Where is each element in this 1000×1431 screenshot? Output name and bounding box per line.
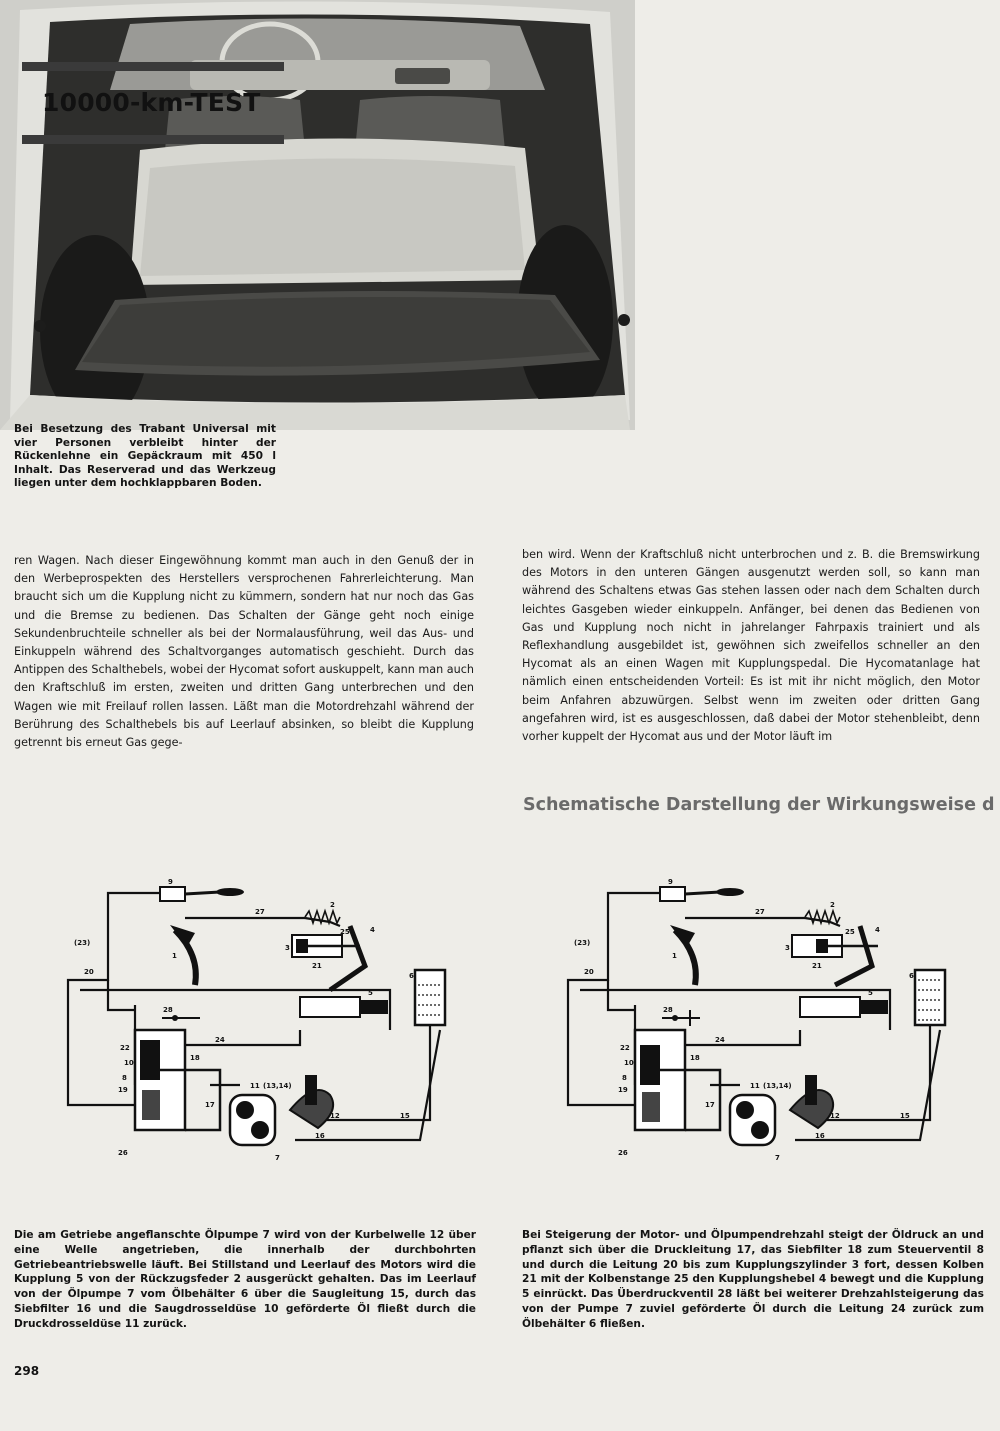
schema-caption-right: Bei Steigerung der Motor- und Ölpumpendrehzahl steigt der Öldruck an und pflanzt sich über die Druckleitung 17, das Siebfilter 18 zum Steuerventil 8 und durch die Leitung 20 bis zum Kupplungszylinder 3 fort, dessen Kolben 21 mit der Kolbenstange 25 den Kupplungshebel 4 bewegt und die Kupplung 5 einrückt. Das Überdruckventil 28 läßt bei weiterer Drehzahlsteigerung das von der Pumpe 7 zuviel geförderte Öl durch die Leitung 24 zurück zum Ölbehälter 6 fließen. [522,1229,984,1330]
article-column-left: ren Wagen. Nach dieser Eingewöhnung kommt man auch in den Genuß der in den Werbeprospekten des Herstellers versprochenen Fahrerleichterung. Man braucht sich um die Kupplung nicht zu kümmern, sondern hat nur noch das Gas und die Bremse zu bedienen. Das Schalten der Gänge geht noch einige Sekundenbruchteile schneller als bei der Normalausführung, weil das Aus- und Einkuppeln während des Schaltvorganges automatisch geschieht. Durch das Antippen des Schalthebels, wobei der Hycomat sofort auskuppelt, kann man auch den Kraftschluß im ersten, zweiten und dritten Gang unterbrechen und den Wagen wie mit Freilauf rollen lassen. Läßt man die Motordrehzahl während der Berührung des Schalthebels bis auf Leerlauf absinken, so bleibt die Kupplung getrennt bis erneut Gas gege- [14,554,474,750]
svg-text:4: 4 [875,926,880,934]
svg-text:22: 22 [620,1044,630,1052]
svg-text:3: 3 [785,944,790,952]
hycomat-schematic-right [560,870,1000,1180]
hycomat-diagram-left [60,870,520,1180]
svg-text:26: 26 [618,1149,628,1157]
svg-text:28: 28 [663,1006,673,1014]
svg-text:21: 21 [812,962,822,970]
svg-text:(13,14): (13,14) [763,1082,792,1090]
svg-text:20: 20 [84,968,94,976]
svg-text:24: 24 [715,1036,725,1044]
svg-text:5: 5 [368,989,373,997]
svg-text:4: 4 [370,926,375,934]
svg-text:8: 8 [622,1074,627,1082]
schema-caption-left: Die am Getriebe angeflanschte Ölpumpe 7 wird von der Kurbelwelle 12 über eine Welle angetrieben, die innerhalb der durchbohrten Getriebeantriebswelle läuft. Bei Stillstand und Leerlauf des Motors wird die Kupplung 5 von der Rückzugsfeder 2 ausgerückt gehalten. Das im Leerlauf von der Ölpumpe 7 vom Ölbehälter 6 über die Saugleitung 15, durch das Siebfilter 16 und die Saugdrosseldüse 10 geförderte Öl fließt durch die Druckdrosseldüse 11 zurück. [14,1229,476,1330]
svg-text:17: 17 [705,1101,715,1109]
svg-text:15: 15 [900,1112,910,1120]
svg-text:3: 3 [285,944,290,952]
svg-text:5: 5 [868,989,873,997]
svg-text:11: 11 [750,1082,760,1090]
svg-text:21: 21 [312,962,322,970]
svg-text:28: 28 [163,1006,173,1014]
svg-text:15: 15 [400,1112,410,1120]
svg-text:6: 6 [909,972,914,980]
svg-text:(23): (23) [574,939,591,947]
svg-text:22: 22 [120,1044,130,1052]
svg-text:19: 19 [118,1086,128,1094]
svg-text:7: 7 [275,1154,280,1162]
svg-text:7: 7 [775,1154,780,1162]
svg-text:24: 24 [215,1036,225,1044]
hycomat-diagram-right [560,870,1000,1180]
photo-caption: Bei Besetzung des Trabant Universal mit vier Personen verbleibt hinter der Rückenlehne ein Gepäckraum mit 450 l Inhalt. Das Reserverad und das Werkzeug liegen unter dem hochklappbaren Boden. [14,423,276,490]
svg-text:12: 12 [830,1112,840,1120]
svg-text:9: 9 [668,878,673,886]
article-column-right: ben wird. Wenn der Kraftschluß nicht unterbrochen und z. B. die Bremswirkung des Motors in den unteren Gängen ausgenutzt werden soll, so kann man während des Schaltens etwas Gas stehen lassen oder nach dem Schalten durch leichtes Gasgeben wieder einkuppeln. Anfänger, bei denen das Bedienen von Gas und Kupplung noch nicht in jahrelanger Fahrpaxis trainiert und als Reflexhandlung ausgebildet ist, gewöhnen sich zweifellos schneller an den Hycomat als an einen Wagen mit Kupplungspedal. Die Hycomatanlage hat nämlich einen entscheidenden Vorteil: Es ist mit ihr nicht möglich, den Motor beim Anfahren abzuwürgen. Selbst wenn im zweiten oder dritten Gang angefahren wird, ist es ausgeschlossen, daß dabei der Motor stehenbleibt, denn vorher kuppelt der Hycomat aus und der Motor läuft im [522,548,980,744]
svg-text:2: 2 [830,901,835,909]
svg-text:16: 16 [815,1132,825,1140]
hycomat-schematic-left [60,870,520,1180]
header-rule-bottom [22,135,284,144]
svg-text:1: 1 [672,952,677,960]
svg-text:17: 17 [205,1101,215,1109]
svg-text:18: 18 [190,1054,200,1062]
svg-text:26: 26 [118,1149,128,1157]
svg-text:20: 20 [584,968,594,976]
svg-text:8: 8 [122,1074,127,1082]
svg-text:27: 27 [255,908,265,916]
header-rule-top [22,62,284,71]
schema-heading: Schematische Darstellung der Wirkungsweise d [523,795,995,815]
svg-text:19: 19 [618,1086,628,1094]
svg-text:10: 10 [124,1059,134,1067]
svg-text:25: 25 [845,928,855,936]
page-number: 298 [14,1364,40,1378]
svg-text:9: 9 [168,878,173,886]
svg-text:27: 27 [755,908,765,916]
page-title: 10000-km-TEST [42,88,261,117]
svg-text:(23): (23) [74,939,91,947]
svg-text:1: 1 [172,952,177,960]
svg-text:10: 10 [624,1059,634,1067]
svg-text:25: 25 [340,928,350,936]
svg-text:6: 6 [409,972,414,980]
svg-text:2: 2 [330,901,335,909]
svg-text:(13,14): (13,14) [263,1082,292,1090]
svg-text:11: 11 [250,1082,260,1090]
svg-text:18: 18 [690,1054,700,1062]
svg-text:16: 16 [315,1132,325,1140]
svg-text:12: 12 [330,1112,340,1120]
